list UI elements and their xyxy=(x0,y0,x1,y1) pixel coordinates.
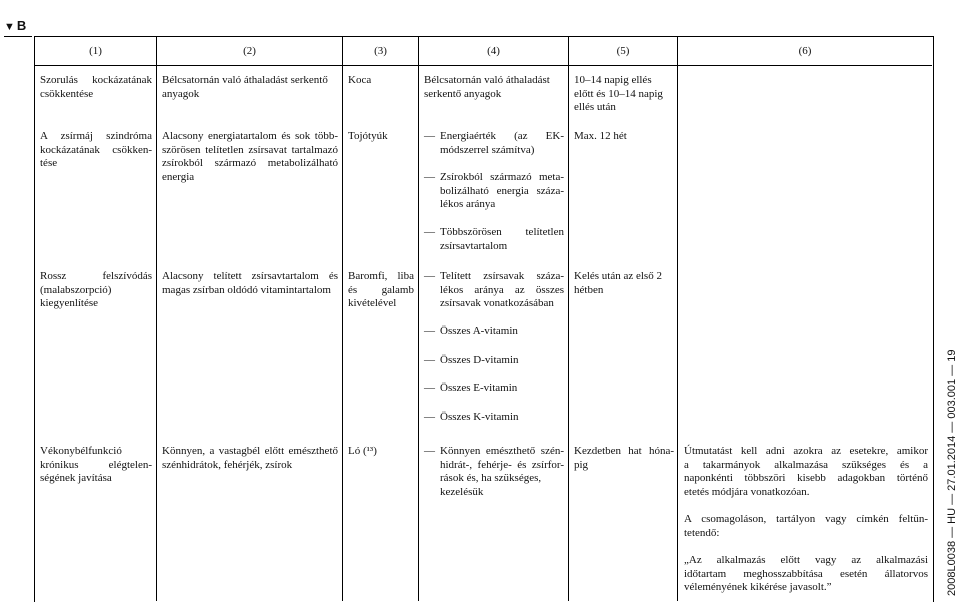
row4-other-provisions-2: A csomagoláson, tartályon vagy címkén feltün- tetendő: xyxy=(684,513,928,539)
row1-purpose: Szorulás kockázatának csökkentése xyxy=(40,74,152,100)
row4-other-provisions-1: Útmutatást kell adni azokra az esetekre, amikor a takarmányok alkalmazása szükséges és a naponkénti többszöri kisebb adagokban történő etetés módjára vonatkozóan. xyxy=(684,445,928,498)
row3-purpose: Rossz felszívódás (malabszorpció) kiegyenlítése xyxy=(40,270,152,309)
column-divider xyxy=(677,37,678,601)
row4-purpose: Vékonybélfunkció krónikus elégtelen- ségének javítása xyxy=(40,445,152,484)
row4-period: Kezdetben hat hóna- pig xyxy=(574,445,674,471)
amendment-letter: B xyxy=(16,18,27,33)
row2-purpose: A zsírmáj szindróma kockázatának csökken- tése xyxy=(40,130,152,169)
row1-period: 10–14 napig ellés előtt és 10–14 napig ellés után xyxy=(574,74,663,113)
row1-labelling: Bélcsatornán való áthaladást serkentő anyagok xyxy=(424,74,550,100)
column-divider xyxy=(342,37,343,601)
row1-characteristics: Bélcsatornán való áthaladást serkentő anyagok xyxy=(162,74,328,100)
triangle-icon: ▼ xyxy=(4,21,15,33)
row2-species: Tojótyúk xyxy=(348,130,388,142)
column-header-5: (5) xyxy=(616,45,630,57)
row3-species: Baromfi, liba és galamb kivételével xyxy=(348,270,414,309)
column-header-3: (3) xyxy=(374,45,387,57)
row1-species: Koca xyxy=(348,74,372,86)
document-margin-id: 2008L0038 — HU — 27.01.2014 — 003.001 — 19 xyxy=(946,349,958,596)
header-divider xyxy=(35,65,932,66)
column-header-1: (1) xyxy=(89,45,102,57)
row3-period: Kelés után az első 2 hétben xyxy=(574,270,662,296)
column-header-2: (2) xyxy=(243,45,256,57)
column-header-6: (6) xyxy=(798,45,812,57)
column-divider xyxy=(568,37,569,601)
column-header-4: (4) xyxy=(487,45,500,57)
column-divider xyxy=(418,37,419,601)
row2-period: Max. 12 hét xyxy=(574,130,627,142)
column-divider xyxy=(156,37,157,601)
row4-species: Ló (¹³) xyxy=(348,445,377,457)
row3-characteristics: Alacsony telített zsírsavtartalom és magas zsírban oldódó vitamintartalom xyxy=(162,270,338,296)
amendment-marker xyxy=(4,18,26,33)
marker-underline xyxy=(4,36,32,37)
row2-characteristics: Alacsony energiatartalom és sok több- szörösen telítetlen zsírsavat tartalmazó zsírokból származó metabolizálható energia xyxy=(162,130,338,183)
row4-other-provisions-3: „Az alkalmazás előtt vagy az alkalmazási időtartam meghosszabbítása esetén állatorvos véleményének kikérése javasolt.” xyxy=(684,554,928,593)
row4-characteristics: Könnyen, a vastagbél előtt emészthető szénhidrátok, fehérjék, zsírok xyxy=(162,445,338,471)
